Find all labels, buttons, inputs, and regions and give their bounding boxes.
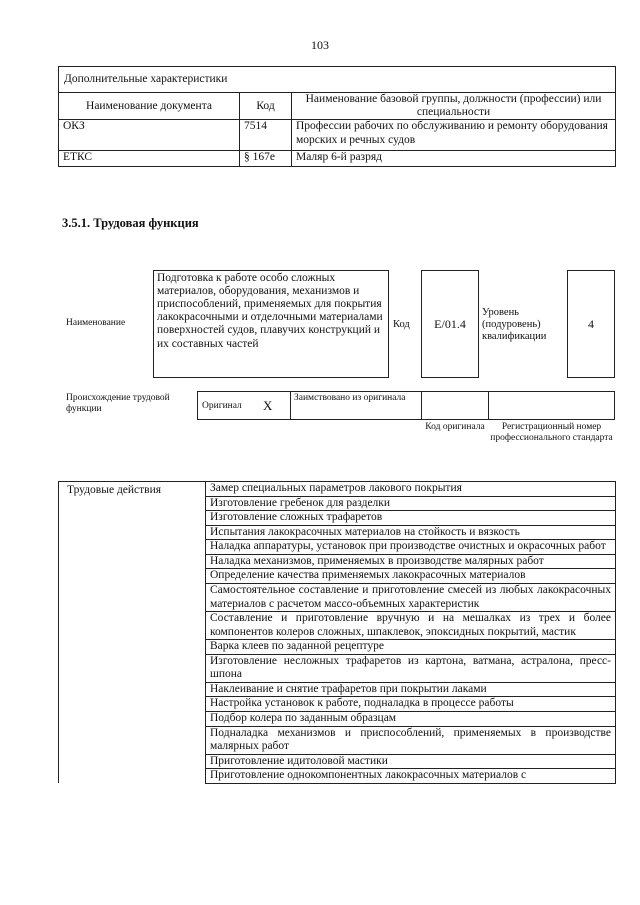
labor-action-item: Изготовление несложных трафаретов из картона, ватмана, астралона, пресс-шпона	[206, 654, 616, 682]
row-code: § 167е	[240, 151, 292, 167]
level-value: 4	[588, 316, 594, 331]
page-number: 103	[311, 38, 329, 52]
additional-characteristics-table	[58, 66, 616, 167]
labor-action-item: Испытания лакокрасочных материалов на стойкость и вязкость	[206, 525, 616, 540]
row-name: Маляр 6-й разряд	[292, 151, 616, 167]
labor-action-item: Определение качества применяемых лакокрасочных материалов	[206, 569, 616, 584]
labor-action-item: Варка клеев по заданной рецептуре	[206, 640, 616, 655]
table-row	[59, 151, 616, 167]
labor-action-item: Изготовление сложных трафаретов	[206, 511, 616, 526]
row-name: Профессии рабочих по обслуживанию и ремонту оборудования морских и речных судов	[292, 120, 616, 151]
labor-action-item: Наклеивание и снятие трафаретов при покрытии лаками	[206, 682, 616, 697]
labor-action-item: Составление и приготовление вручную и на мешалках из трех и более компонентов колеров сложных, шпаклевок, эпоксидных покрытий, мастик	[206, 612, 616, 640]
labor-action-item: Наладка механизмов, применяемых в производстве малярных работ	[206, 554, 616, 569]
table-row	[59, 120, 616, 151]
labor-actions-table	[58, 481, 616, 784]
labor-action-item: Подбор колера по заданным образцам	[206, 712, 616, 727]
code-original-label: Код оригинала	[425, 422, 485, 432]
borrowed-box	[290, 391, 422, 420]
table-row	[59, 482, 616, 497]
labor-action-item: Подналадка механизмов и приспособлений, применяемых в производстве малярных работ	[206, 726, 616, 754]
table-title-row	[59, 67, 616, 93]
labor-action-item: Приготовление однокомпонентных лакокрасочных материалов с	[206, 769, 616, 784]
labor-action-item: Наладка аппаратуры, установок при производстве очистных и окрасочных работ	[206, 540, 616, 555]
section-heading: 3.5.1. Трудовая функция	[62, 216, 199, 230]
labor-action-item: Изготовление гребенок для разделки	[206, 496, 616, 511]
function-code-box	[421, 270, 479, 378]
additional-title: Дополнительные характеристики	[59, 67, 616, 93]
row-code: 7514	[240, 120, 292, 151]
labor-action-item: Настройка установок к работе, подналадка в процессе работы	[206, 697, 616, 712]
function-name-box: Подготовка к работе особо сложных материалов, оборудования, механизмов и приспособлений, применяемых для покрытия лакокрасочными и отделочными материалами поверхностей судов, плавучих конструкций и их составных частей	[153, 270, 389, 378]
labor-action-item: Замер специальных параметров лакового покрытия	[206, 482, 616, 497]
original-box	[197, 391, 291, 420]
borrowed-label: Заимствовано из оригинала	[294, 393, 406, 403]
function-code: E/01.4	[434, 316, 466, 331]
labor-actions-label: Трудовые действия	[59, 482, 206, 784]
original-mark: X	[263, 398, 273, 413]
original-label: Оригинал	[202, 401, 242, 411]
level-box	[567, 270, 615, 378]
origin-label: Происхождение трудовой функции	[66, 393, 170, 414]
code-label: Код	[393, 319, 410, 330]
row-doc: ОКЗ	[59, 120, 240, 151]
header-doc-name: Наименование документа	[59, 93, 240, 120]
reg-number-label: Регистрационный номер профессионального стандарта	[490, 422, 613, 443]
row-doc: ЕТКС	[59, 151, 240, 167]
reg-number-box	[488, 391, 615, 420]
table-header-row	[59, 93, 616, 120]
level-label: Уровень (подуровень) квалификации	[482, 307, 547, 343]
labor-action-item: Самостоятельное составление и приготовление смесей из любых лакокрасочных материалов с расчетом массо-объемных характеристик	[206, 583, 616, 611]
header-group-name: Наименование базовой группы, должности (профессии) или специальности	[292, 93, 616, 120]
code-original-box	[421, 391, 489, 420]
labor-action-item: Приготовление идитоловой мастики	[206, 754, 616, 769]
header-code: Код	[240, 93, 292, 120]
name-label: Наименование	[66, 318, 126, 328]
